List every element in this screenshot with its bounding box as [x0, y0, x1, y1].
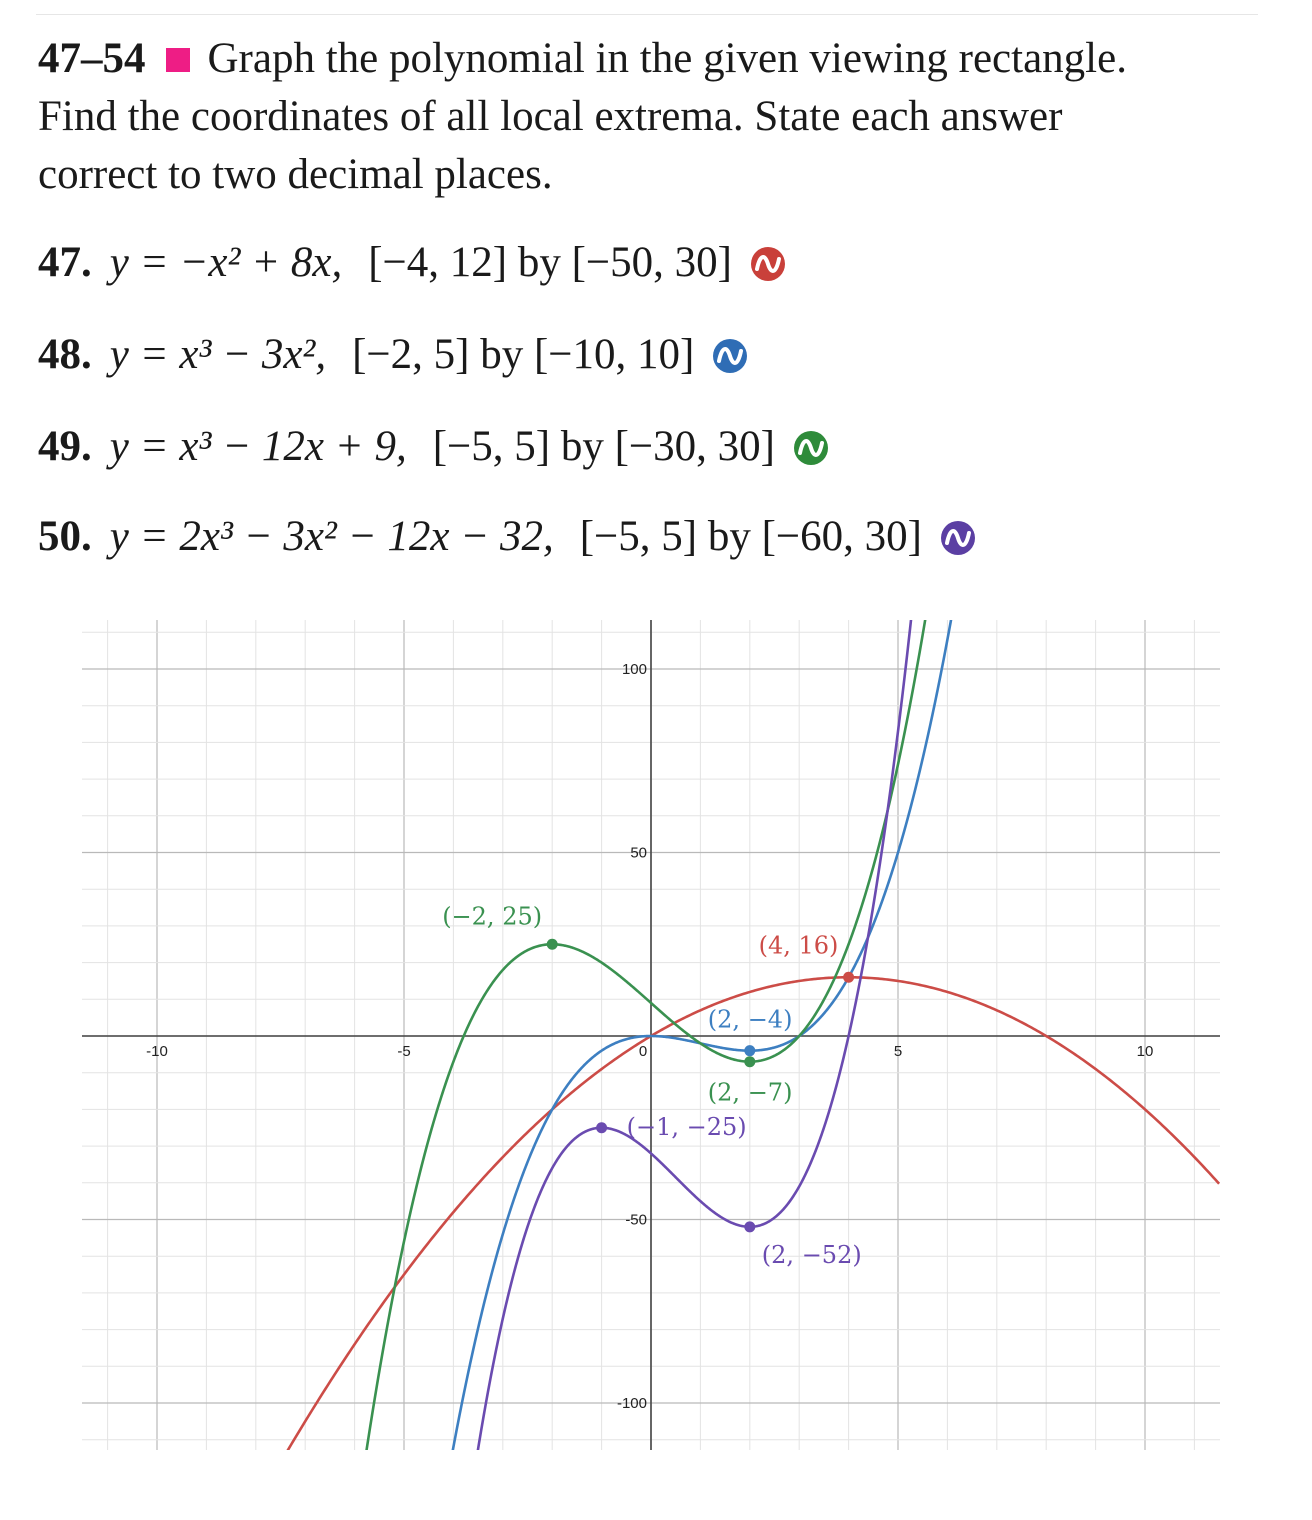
problem-equation: y = x³ − 3x², [109, 331, 327, 378]
problem-number: 50. [38, 513, 92, 560]
x-tick-label: 10 [1136, 1043, 1154, 1060]
extremum-label: (−1, −25) [626, 1112, 747, 1141]
x-tick-label: 5 [893, 1043, 903, 1060]
y-tick-label: 50 [630, 844, 647, 862]
y-tick-label: -100 [616, 1395, 647, 1412]
problem-equation: y = 2x³ − 3x² − 12x − 32, [109, 513, 554, 560]
extremum-point [547, 939, 558, 950]
problem-number: 47. [38, 239, 92, 286]
extremum-label: (4, 16) [758, 931, 839, 960]
viewing-rectangle: [−2, 5] by [−10, 10] [352, 331, 695, 378]
x-tick-label: -10 [146, 1043, 168, 1060]
viewing-rectangle: [−4, 12] by [−50, 30] [368, 239, 732, 286]
extremum-label: (2, −7) [707, 1078, 793, 1107]
viewing-rectangle: [−5, 5] by [−60, 30] [579, 513, 922, 560]
extremum-point [744, 1221, 755, 1232]
intro-line-3: correct to two decimal places. [38, 151, 553, 198]
extremum-point [843, 972, 854, 983]
extremum-point [596, 1122, 607, 1133]
intro-line-2: Find the coordinates of all local extrema. State each answer [38, 93, 1063, 140]
viewing-rectangle: [−5, 5] by [−30, 30] [432, 423, 775, 470]
extremum-label: (−2, 25) [442, 902, 543, 931]
extremum-label: (2, −4) [707, 1005, 793, 1034]
extremum-point [744, 1045, 755, 1056]
y-tick-label: -50 [625, 1211, 647, 1229]
problem-number: 49. [38, 423, 92, 470]
extremum-label: (2, −52) [761, 1240, 862, 1269]
y-tick-label: 100 [621, 661, 647, 678]
x-tick-label: 0 [638, 1043, 648, 1060]
extremum-point [744, 1056, 755, 1067]
problem-number: 48. [38, 331, 92, 378]
intro-line-1: Graph the polynomial in the given viewing rectangle. [207, 35, 1127, 82]
problem-equation: y = −x² + 8x, [109, 239, 343, 286]
x-tick-label: -5 [397, 1043, 411, 1060]
exercise-range: 47–54 [38, 35, 146, 82]
problem-equation: y = x³ − 12x + 9, [109, 423, 407, 470]
